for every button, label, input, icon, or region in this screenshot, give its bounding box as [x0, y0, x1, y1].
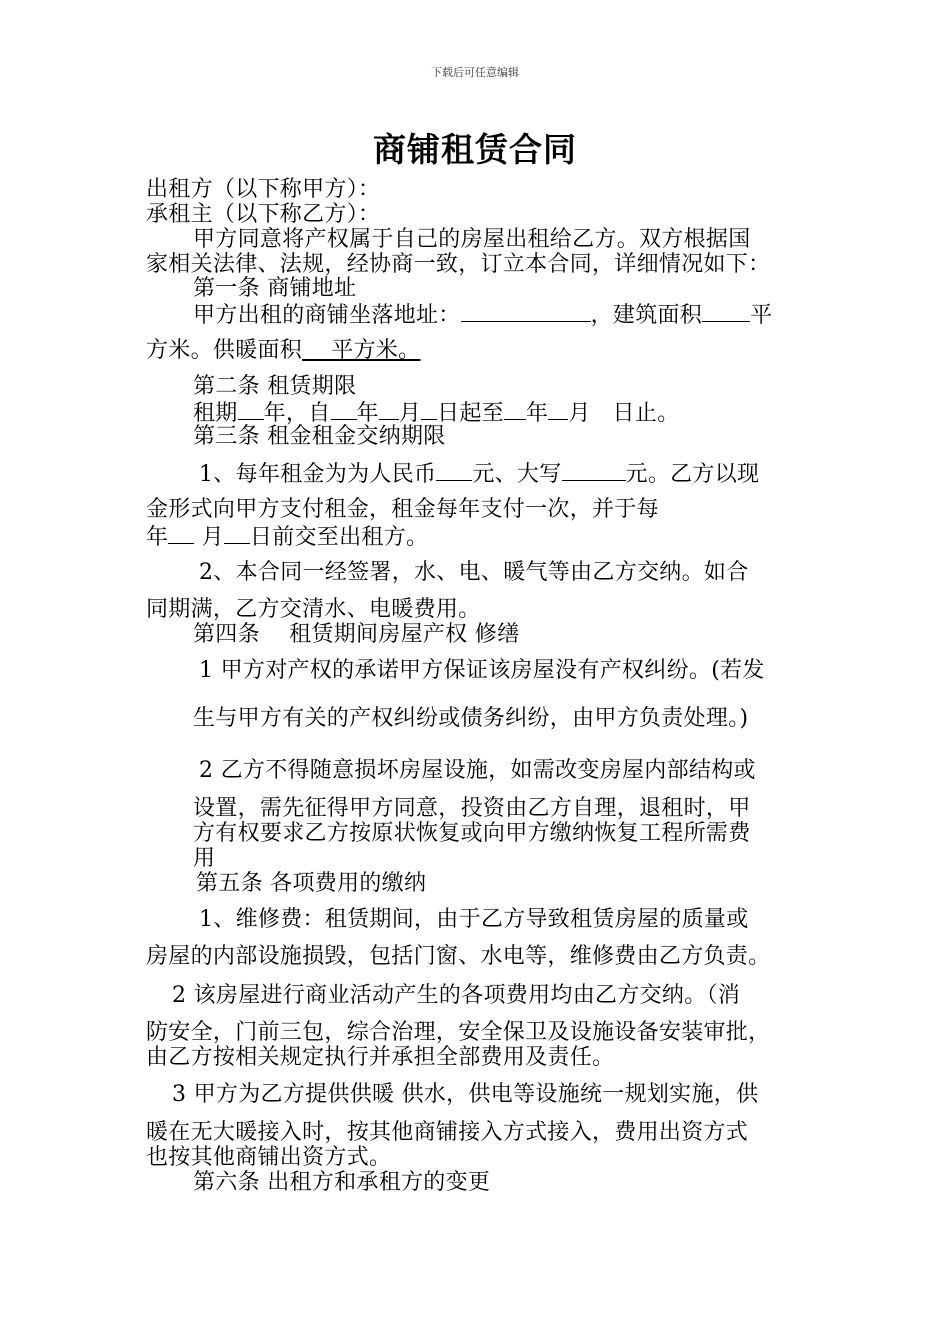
article-4-heading: 第四条 租赁期间房屋产权 修缮 — [193, 622, 520, 647]
utilities-line-2: 同期满，乙方交清水、电暖费用。 — [146, 597, 481, 622]
rent-capital-blank — [562, 460, 626, 481]
start-day-label: 日起至 — [437, 401, 505, 426]
deadline-year-blank — [168, 523, 194, 544]
article-3-heading: 第三条 租金租金交纳期限 — [193, 424, 446, 449]
deadline-year-label: 年 — [146, 525, 169, 550]
end-year-blank — [504, 399, 526, 420]
article-5-heading: 第五条 各项费用的缴纳 — [196, 871, 427, 896]
heating-area-label: 方米。供暖面积 — [146, 338, 303, 363]
area-unit-part: 平 — [750, 303, 773, 328]
heating-area-blank: 平方米。 — [302, 338, 421, 363]
rent-capital-label: 元、大写 — [472, 462, 562, 487]
alteration-line-1: 2 乙方不得随意损坏房屋设施，如需改变房屋内部结构或 — [199, 758, 756, 783]
lessee-line: 承租主（以下称乙方）： — [146, 202, 381, 227]
area-blank — [702, 301, 750, 322]
lessor-line: 出租方（以下称甲方）： — [146, 177, 381, 202]
start-month-blank — [379, 399, 399, 420]
heating-supply-line-1: 3 甲方为乙方提供供暖 供水，供电等设施统一规划实施，供 — [172, 1082, 759, 1107]
end-year-label: 年 — [526, 401, 549, 426]
article-2-heading: 第二条 租赁期限 — [193, 374, 357, 399]
document-title: 商铺租赁合同 — [373, 130, 577, 169]
term-label: 租期 — [193, 401, 238, 426]
rent-cash-label: 元。乙方以现 — [625, 462, 760, 487]
heating-supply-line-2: 暖在无大暖接入时，按其他商铺接入方式接入，费用出资方式 — [146, 1120, 749, 1145]
article-6-heading: 第六条 出租方和承租方的变更 — [193, 1170, 491, 1195]
property-right-line-2: 生与甲方有关的产权纠纷或债务纠纷，由甲方负责处理。) — [193, 706, 749, 731]
rent-label: 1、每年租金为为人民币 — [199, 462, 437, 487]
term-from-label: 年，自 — [263, 401, 331, 426]
area-label: ，建筑面积 — [590, 303, 703, 328]
deadline-month-label: 月 — [194, 525, 224, 550]
alteration-line-4: 用 — [193, 846, 216, 871]
start-year-blank — [331, 399, 357, 420]
heating-supply-line-3: 也按其他商铺出资方式。 — [146, 1145, 392, 1170]
rent-amount-line — [199, 460, 759, 488]
business-fees-line-3: 由乙方按相关规定执行并承担全部费用及责任。 — [146, 1045, 615, 1070]
alteration-line-2: 设置，需先征得甲方同意，投资由乙方自理，退租时，甲 — [193, 796, 751, 821]
rent-payment-line: 金形式向甲方支付租金，租金每年支付一次，并于每 — [146, 497, 659, 522]
end-month-day-label: 月 日止。 — [568, 401, 680, 426]
utilities-line-1: 2、本合同一经签署，水、电、暖气等由乙方交纳。如合 — [199, 560, 749, 585]
maintenance-line-2: 房屋的内部设施损毁，包括门窗、水电等，维修费由乙方负责。 — [146, 944, 771, 969]
start-day-blank — [421, 399, 437, 420]
end-month-blank — [548, 399, 568, 420]
property-right-line-1: 1 甲方对产权的承诺甲方保证该房屋没有产权纠纷。(若发 — [199, 658, 765, 683]
lease-term-line — [193, 399, 679, 427]
deadline-month-blank — [224, 523, 250, 544]
start-month-label: 月 — [398, 401, 422, 426]
rent-number-blank — [436, 460, 472, 481]
alteration-line-3: 方有权要求乙方按原状恢复或向甲方缴纳恢复工程所需费 — [193, 821, 751, 846]
business-fees-line-2: 防安全，门前三包，综合治理，安全保卫及设施设备安装审批， — [146, 1020, 771, 1045]
term-years-blank — [238, 399, 264, 420]
start-year-label: 年 — [356, 401, 379, 426]
rent-deadline-line — [146, 523, 428, 551]
heating-area-line — [146, 338, 420, 364]
article-1-heading: 第一条 商铺地址 — [193, 276, 357, 301]
page-header: 下载后可任意编辑 — [431, 66, 519, 79]
address-label: 甲方出租的商铺坐落地址： — [193, 303, 461, 328]
business-fees-line-1: 2 该房屋进行商业活动产生的各项费用均由乙方交纳。（消 — [172, 983, 741, 1008]
intro-paragraph-line-1: 甲方同意将产权属于自己的房屋出租给乙方。双方根据国 — [193, 227, 751, 252]
deadline-day-label: 日前交至出租方。 — [249, 525, 429, 550]
address-blank — [461, 301, 591, 322]
address-line — [193, 301, 772, 329]
maintenance-line-1: 1、维修费：租赁期间，由于乙方导致租赁房屋的质量或 — [199, 907, 749, 932]
intro-paragraph-line-2: 家相关法律、法规，经协商一致，订立本合同，详细情况如下： — [146, 252, 771, 277]
